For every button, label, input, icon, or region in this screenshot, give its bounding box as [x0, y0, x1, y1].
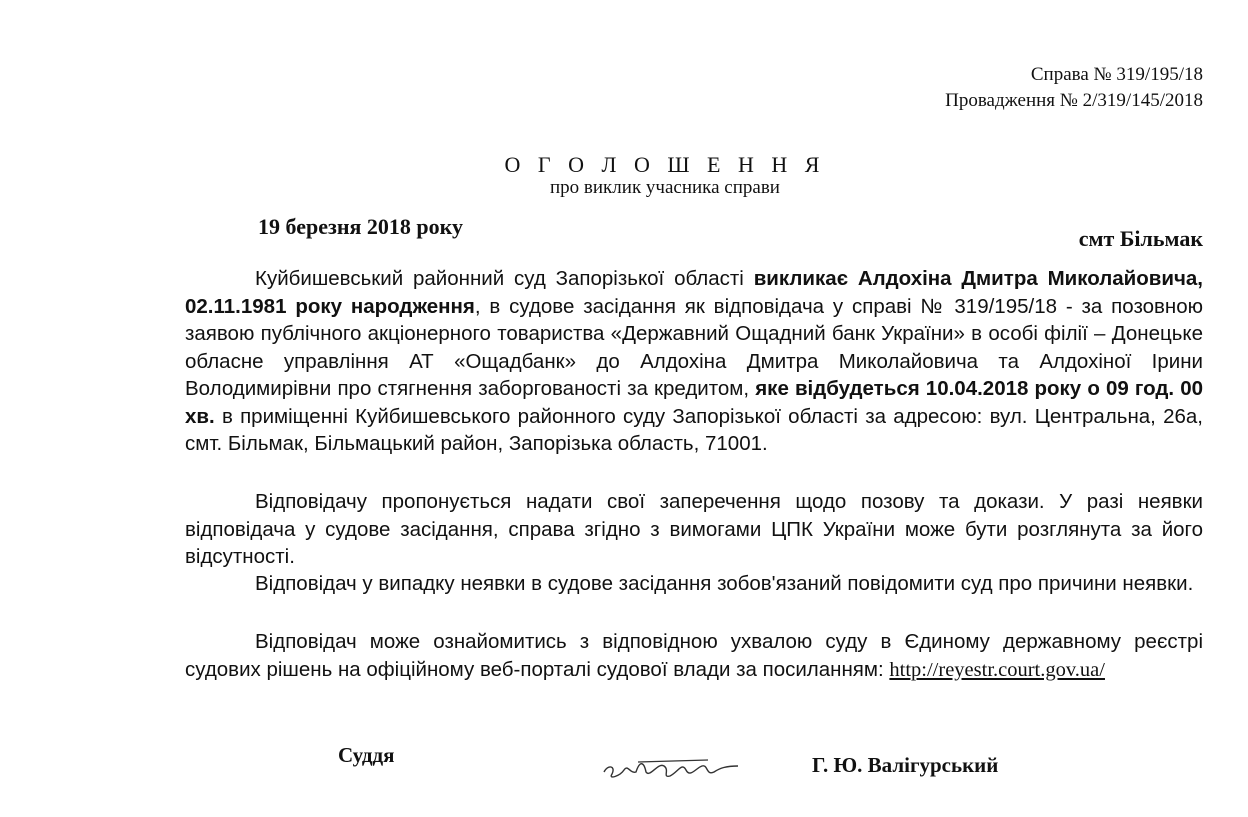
- document-subtitle: про виклик учасника справи: [550, 177, 780, 198]
- document-title: О Г О Л О Ш Е Н Н Я: [504, 152, 826, 177]
- proceeding-number: Провадження № 2/319/145/2018: [945, 90, 1203, 111]
- signature-role: Суддя: [338, 743, 395, 767]
- paragraph-objections: Відповідачу пропонується надати свої заперечення щодо позову та докази. У разі неявки відповідача у судове засідання, справа згідно з вимогами ЦПК України може бути розглянута за його відсутності.: [185, 490, 1203, 568]
- document-place: смт Більмак: [1078, 226, 1203, 251]
- registry-link[interactable]: http://reyestr.court.gov.ua/: [889, 658, 1105, 681]
- document-date: 19 березня 2018 року: [258, 214, 463, 239]
- paragraph-absence: Відповідач у випадку неявки в судове засідання зобов'язаний повідомити суд про причини неявки.: [255, 572, 1194, 595]
- paragraph-registry: Відповідач може ознайомитись з відповідною ухвалою суду в Єдиному державному реєстрі судових рішень на офіційному веб-порталі судової влади за посиланням: http://reyestr.court.gov.ua/: [185, 630, 1203, 681]
- hearing-datetime: яке відбудеться 10.04.2018 року о 09 год. 00 хв.: [185, 377, 1203, 428]
- handwritten-signature: [598, 748, 748, 788]
- signature-name: Г. Ю. Валігурський: [812, 753, 999, 777]
- case-number: Справа № 319/195/18: [1030, 64, 1203, 85]
- defendant-name: викликає Алдохіна Дмитра Миколайовича, 02.11.1981 року народження: [185, 267, 1204, 318]
- paragraph-summons: Куйбишевський районний суд Запорізької області викликає Алдохіна Дмитра Миколайовича, 02.11.1981 року народження, в судове засідання як відповідача у справі № 319/195/18 - за позовною заявою публічного акціонерного товариства «Державний Ощадний банк України» в особі філії – Донецьке обласне управління АТ «Ощадбанк» до Алдохіна Дмитра Миколайовича та Алдохіної Ірини Володимирівни про стягнення заборгованості за кредитом, яке відбудеться 10.04.2018 року о 09 год. 00 хв. в приміщенні Куйбишевського районного суду Запорізької області за адресою: вул. Центральна, 26а, смт. Більмак, Більмацький район, Запорізька область, 71001.: [185, 267, 1204, 455]
